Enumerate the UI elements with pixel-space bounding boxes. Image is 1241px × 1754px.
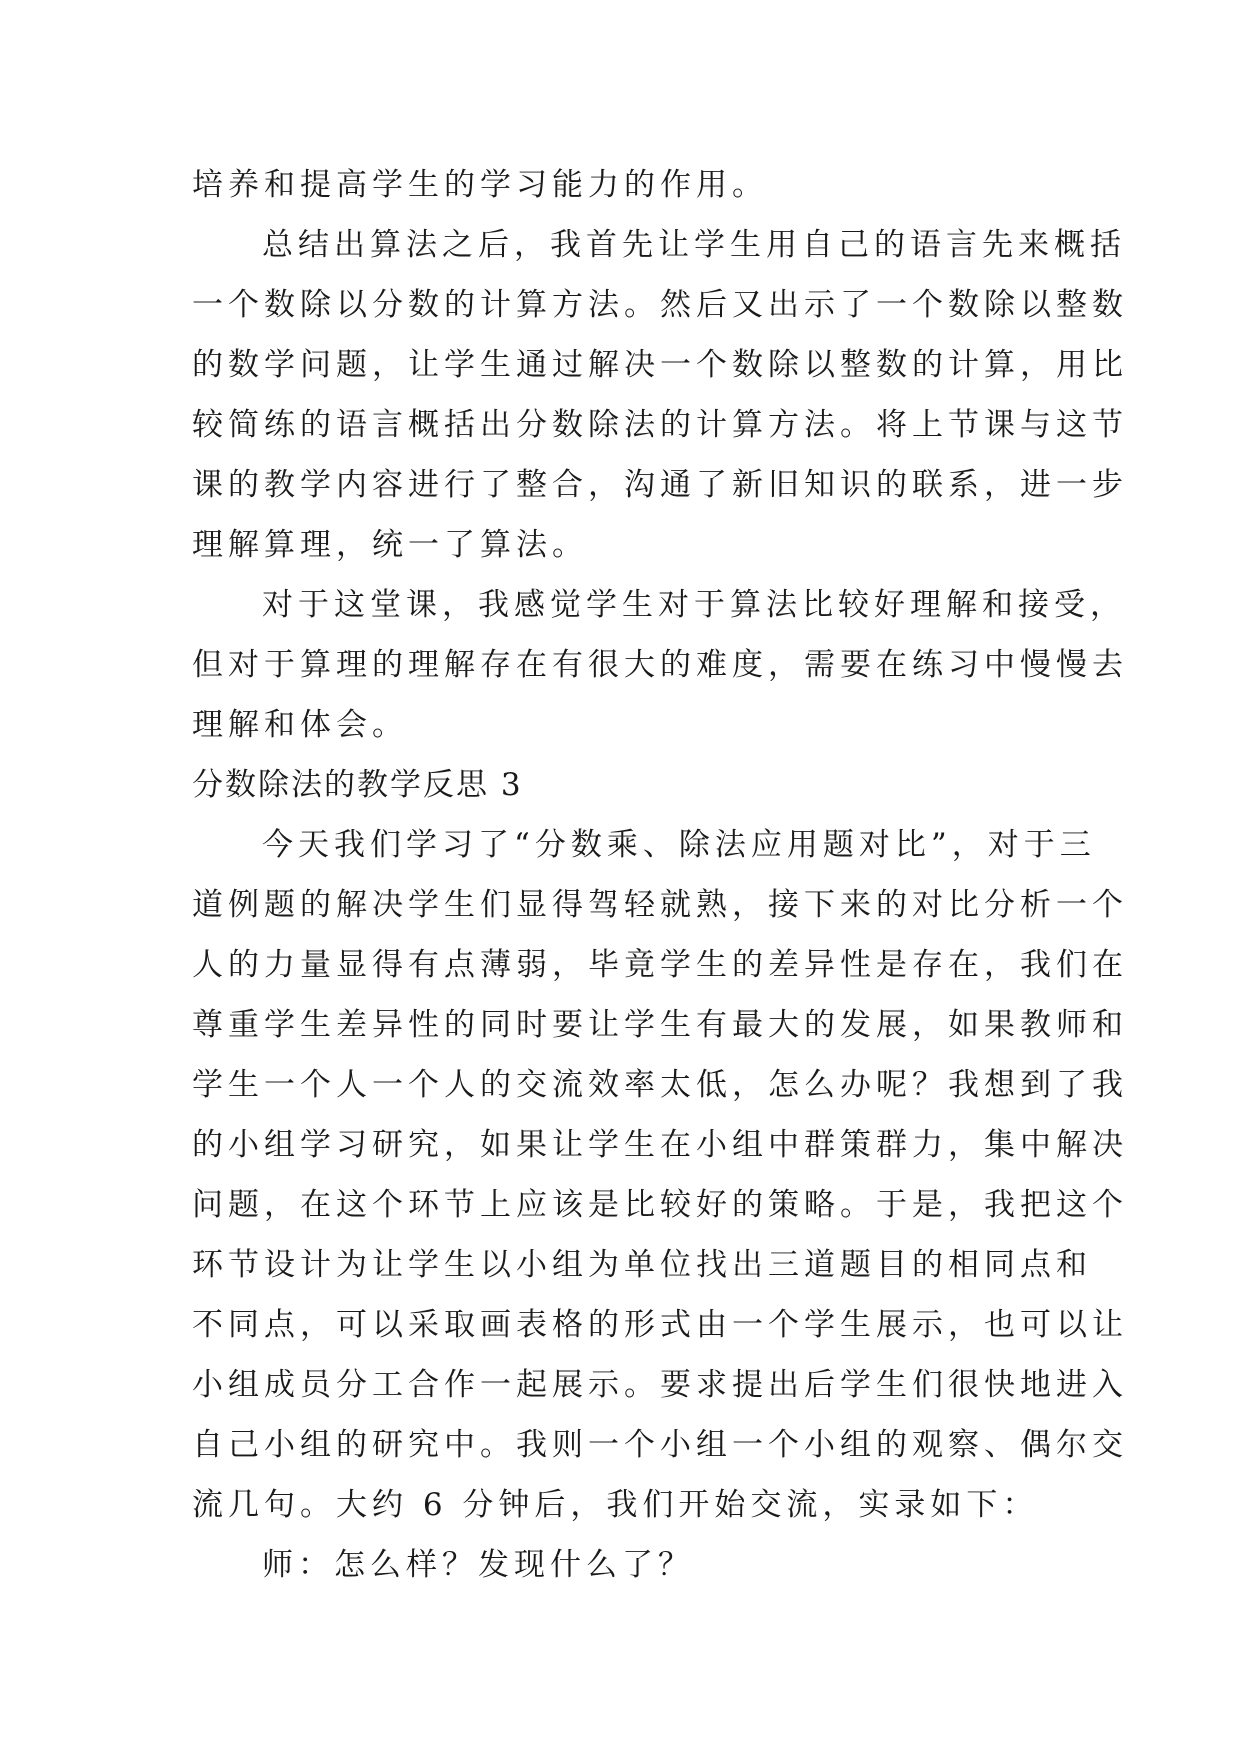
paragraph-line: 流几句。大约 6 分钟后，我们开始交流，实录如下： [192,1487,1039,1523]
paragraph-line: 总结出算法之后，我首先让学生用自己的语言先来概括 [262,227,1126,263]
paragraph-line: 理解算理，统一了算法。 [192,527,588,563]
paragraph-line: 人的力量显得有点薄弱，毕竟学生的差异性是存在，我们在 [192,947,1128,983]
paragraph-line: 一个数除以分数的计算方法。然后又出示了一个数除以整数 [192,287,1128,323]
paragraph-line: 的小组学习研究，如果让学生在小组中群策群力，集中解决 [192,1127,1128,1163]
paragraph-line: 环节设计为让学生以小组为单位找出三道题目的相同点和 [192,1247,1092,1283]
paragraph-line: 对于这堂课，我感觉学生对于算法比较好理解和接受， [262,587,1126,623]
paragraph-line: 但对于算理的理解存在有很大的难度，需要在练习中慢慢去 [192,647,1128,683]
paragraph-line: 自己小组的研究中。我则一个小组一个小组的观察、偶尔交 [192,1427,1128,1463]
paragraph-line: 学生一个人一个人的交流效率太低，怎么办呢？我想到了我 [192,1067,1128,1103]
paragraph-line: 尊重学生差异性的同时要让学生有最大的发展，如果教师和 [192,1007,1128,1043]
paragraph-line: 较简练的语言概括出分数除法的计算方法。将上节课与这节 [192,407,1128,443]
paragraph-line: 培养和提高学生的学习能力的作用。 [192,167,768,203]
paragraph-line: 不同点，可以采取画表格的形式由一个学生展示，也可以让 [192,1307,1128,1343]
paragraph-line: 问题，在这个环节上应该是比较好的策略。于是，我把这个 [192,1187,1128,1223]
paragraph-line: 课的教学内容进行了整合，沟通了新旧知识的联系，进一步 [192,467,1128,503]
document-body [192,155,1128,1595]
paragraph-line: 道例题的解决学生们显得驾轻就熟，接下来的对比分析一个 [192,887,1128,923]
paragraph-line: 今天我们学习了“分数乘、除法应用题对比”，对于三 [262,827,1096,863]
dialogue-line: 师：怎么样？发现什么了？ [262,1547,694,1583]
paragraph-line: 的数学问题，让学生通过解决一个数除以整数的计算，用比 [192,347,1128,383]
paragraph-line: 小组成员分工合作一起展示。要求提出后学生们很快地进入 [192,1367,1128,1403]
section-heading: 分数除法的教学反思 3 [192,767,523,803]
paragraph-line: 理解和体会。 [192,707,408,743]
